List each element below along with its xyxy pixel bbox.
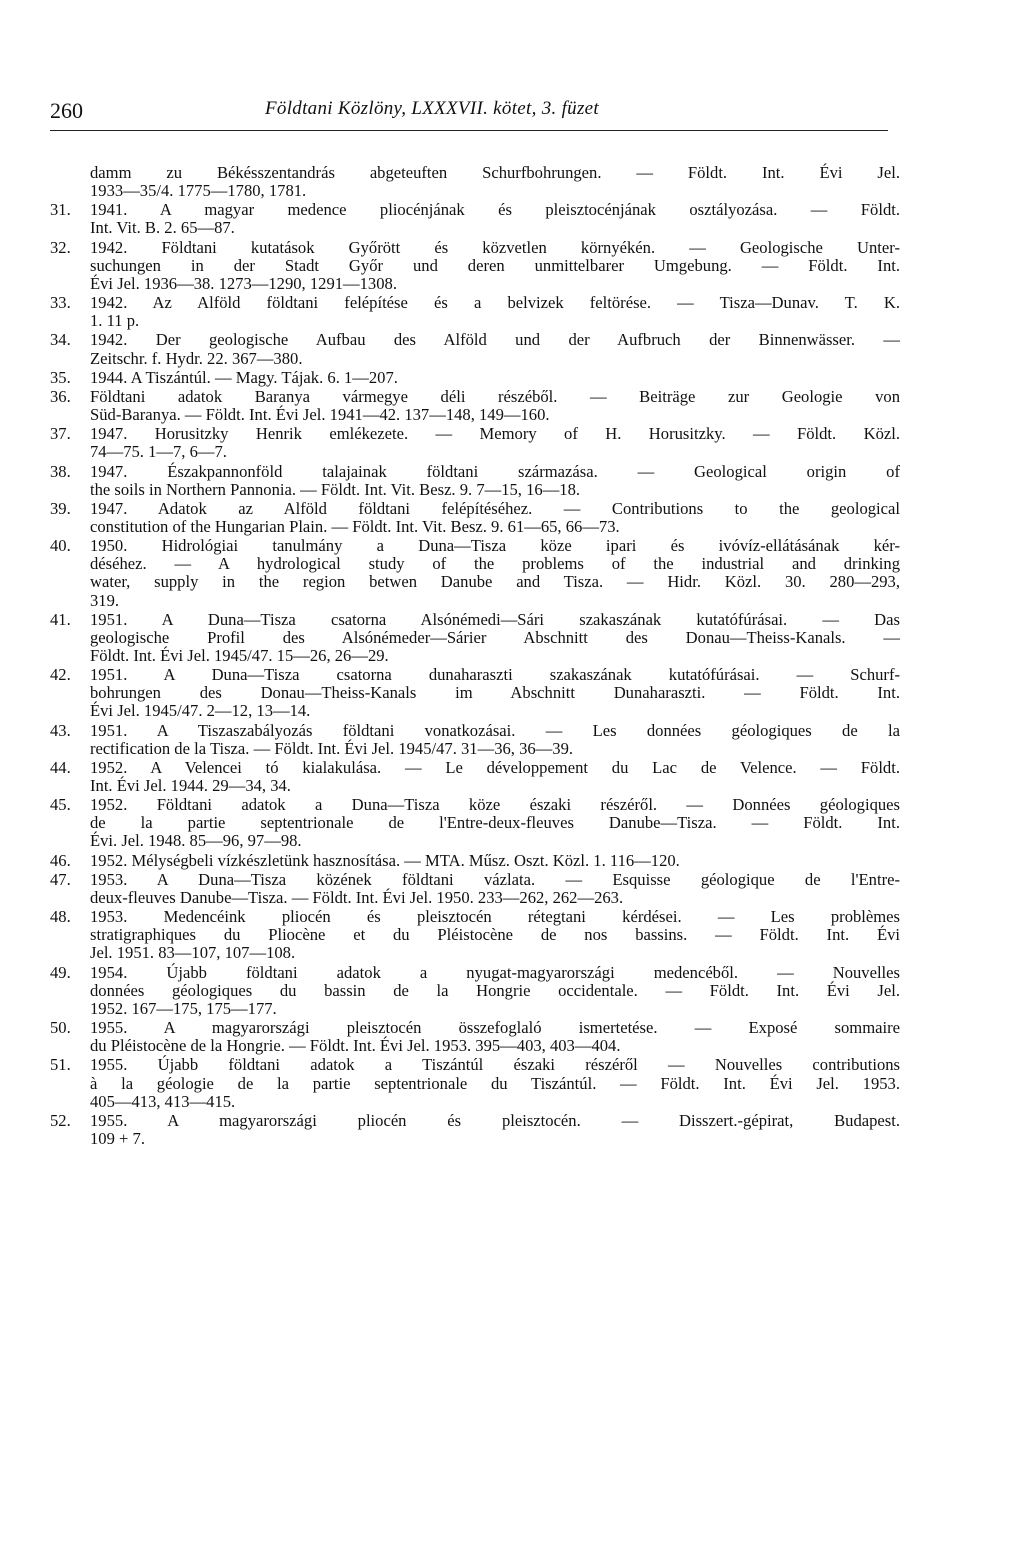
reference-number: 37. [50,424,71,444]
reference-line: Évi Jel. 1936—38. 1273—1290, 1291—1308. [90,273,397,293]
reference-text [90,164,900,200]
reference-line: 319. [90,590,120,610]
reference-number: 49. [50,962,71,982]
reference-line: damm zu Békésszentandrás abgeteuften Schurfbohrungen. — Földt. Int. Évi Jel. [90,163,900,182]
reference-entry [50,666,900,720]
reference-line: 1942. Földtani kutatások Győrött és közvetlen környékén. — Geologische Unter- [90,237,900,257]
reference-line: 1947. Északpannonföld talajainak földtani származása. — Geological origin of [90,461,900,481]
reference-number: 39. [50,498,71,518]
reference-number: 51. [50,1055,71,1075]
reference-text [90,331,900,367]
reference-entry [50,759,900,795]
reference-text [90,908,900,962]
reference-entry [50,796,900,850]
page-number: 260 [50,98,83,123]
reference-number: 38. [50,461,71,481]
reference-text [90,852,900,870]
reference-line: 1952. A Velencei tó kialakulása. — Le développement du Lac de Velence. — Földt. [90,757,900,777]
reference-text [90,369,900,387]
reference-number: 48. [50,907,71,927]
reference-line: Zeitschr. f. Hydr. 22. 367—380. [90,348,303,368]
reference-number: 32. [50,237,71,257]
reference-entry [50,369,900,387]
reference-line: rectification de la Tisza. — Földt. Int. Évi Jel. 1945/47. 31—36, 36—39. [90,738,574,758]
running-header [50,96,888,131]
reference-line: 1951. A Duna—Tisza csatorna dunaharaszti szakaszának kutatófúrásai. — Schurf- [90,665,900,685]
reference-line: constitution of the Hungarian Plain. — Földt. Int. Vit. Besz. 9. 61—65, 66—73. [90,517,620,537]
reference-line: the soils in Northern Pannonia. — Földt. Int. Vit. Besz. 9. 7—15, 16—18. [90,479,581,499]
reference-entry [50,294,900,330]
reference-text [90,500,900,536]
reference-entry [50,239,900,293]
reference-line: à la géologie de la partie septentrionale du Tiszántúl. — Földt. Int. Évi Jel. 1953. [90,1073,900,1093]
reference-line: déséhez. — A hydrological study of the problems of the industrial and drinking [90,554,900,574]
reference-line: suchungen in der Stadt Győr und deren unmittelbarer Umgebung. — Földt. Int. [90,255,900,275]
reference-number: 43. [50,720,71,740]
reference-line: 1951. A Duna—Tisza csatorna Alsónémedi—Sári szakaszának kutatófúrásai. — Das [90,609,900,629]
reference-text [90,425,900,461]
reference-line: 1952. Mélységbeli vízkészletünk hasznosítása. — MTA. Műsz. Oszt. Közl. 1. 116—120. [90,850,680,870]
reference-line: geologische Profil des Alsónémeder—Sárier Abschnitt des Donau—Theiss-Kanals. — [90,627,900,647]
reference-line: 1955. Újabb földtani adatok a Tiszántúl északi részéről — Nouvelles contributions [90,1055,900,1075]
reference-number: 52. [50,1110,71,1130]
reference-text [90,759,900,795]
reference-entry [50,500,900,536]
reference-line: 1950. Hidrológiai tanulmány a Duna—Tisza köze ipari és ivóvíz-ellátásának kér- [90,536,900,556]
reference-line: deux-fleuves Danube—Tisza. — Földt. Int. Évi Jel. 1950. 233—262, 262—263. [90,888,624,908]
reference-number: 35. [50,367,71,387]
reference-line: Évi Jel. 1945/47. 2—12, 13—14. [90,701,311,721]
reference-entry [50,1056,900,1110]
reference-line: du Pléistocène de la Hongrie. — Földt. Int. Évi Jel. 1953. 395—403, 403—404. [90,1036,621,1056]
reference-number: 50. [50,1018,71,1038]
reference-line: données géologiques du bassin de la Hongrie occidentale. — Földt. Int. Évi Jel. [90,980,900,1000]
reference-entry [50,425,900,461]
reference-text [90,666,900,720]
reference-line: 1947. Horusitzky Henrik emlékezete. — Memory of H. Horusitzky. — Földt. Közl. [90,424,900,444]
reference-line: 1953. Medencéink pliocén és pleisztocén rétegtani kérdései. — Les problèmes [90,907,900,927]
reference-entry [50,908,900,962]
reference-text [90,964,900,1018]
reference-line: de la partie septentrionale de l'Entre-deux-fleuves Danube—Tisza. — Földt. Int. [90,813,900,833]
reference-line: 1933—35/4. 1775—1780, 1781. [90,181,307,201]
reference-line: 1955. A magyarországi pliocén és pleisztocén. — Disszert.-gépirat, Budapest. [90,1110,900,1130]
reference-entry [50,388,900,424]
reference-line: 1947. Adatok az Alföld földtani felépítéséhez. — Contributions to the geological [90,498,900,518]
reference-entry [50,722,900,758]
reference-text [90,1056,900,1110]
reference-number: 31. [50,200,71,220]
reference-text [90,294,900,330]
reference-number: 36. [50,386,71,406]
reference-line: stratigraphiques du Pliocène et du Pléistocène de nos bassins. — Földt. Int. Évi [90,925,900,945]
reference-line: Földt. Int. Évi Jel. 1945/47. 15—26, 26—29. [90,645,389,665]
reference-line: 1954. Újabb földtani adatok a nyugat-magyarországi medencéből. — Nouvelles [90,962,900,982]
reference-line: 1952. 167—175, 175—177. [90,998,277,1018]
reference-text [90,1019,900,1055]
reference-entry [50,463,900,499]
reference-line: 1942. Az Alföld földtani felépítése és a belvizek feltörése. — Tisza—Dunav. T. K. [90,293,900,313]
reference-entry [50,201,900,237]
reference-line: Int. Vit. B. 2. 65—87. [90,218,235,238]
reference-number: 42. [50,665,71,685]
reference-number: 46. [50,850,71,870]
reference-entry [50,852,900,870]
reference-line: 1953. A Duna—Tisza közének földtani vázlata. — Esquisse géologique de l'Entre- [90,869,900,889]
reference-list [50,164,900,1149]
running-title: Földtani Közlöny, LXXXVII. kötet, 3. füzet [265,98,599,119]
reference-entry [50,611,900,665]
reference-line: 1952. Földtani adatok a Duna—Tisza köze északi részéről. — Données géologiques [90,795,900,815]
reference-line: 1942. Der geologische Aufbau des Alföld und der Aufbruch der Binnenwässer. — [90,330,900,350]
reference-line: 74—75. 1—7, 6—7. [90,442,227,462]
reference-line: Évi. Jel. 1948. 85—96, 97—98. [90,831,302,851]
reference-text [90,239,900,293]
reference-number: 41. [50,609,71,629]
reference-number: 45. [50,795,71,815]
reference-entry [50,1112,900,1148]
reference-line: 1. 11 p. [90,311,140,331]
reference-text [90,1112,900,1148]
reference-line: 405—413, 413—415. [90,1091,236,1111]
reference-text [90,722,900,758]
reference-number: 47. [50,869,71,889]
reference-text [90,201,900,237]
reference-text [90,871,900,907]
reference-line: 1944. A Tiszántúl. — Magy. Tájak. 6. 1—207. [90,367,398,387]
reference-line: water, supply in the region betwen Danube and Tisza. — Hidr. Közl. 30. 280—293, [90,572,900,592]
reference-entry [50,1019,900,1055]
reference-entry [50,164,900,200]
reference-number: 40. [50,536,71,556]
reference-text [90,388,900,424]
reference-entry [50,871,900,907]
reference-text [90,463,900,499]
reference-entry [50,331,900,367]
reference-entry [50,537,900,609]
reference-line: Süd-Baranya. — Földt. Int. Évi Jel. 1941—42. 137—148, 149—160. [90,405,550,425]
reference-line: 1955. A magyarországi pleisztocén összefoglaló ismertetése. — Exposé sommaire [90,1018,900,1038]
reference-line: 109 + 7. [90,1128,145,1148]
reference-text [90,796,900,850]
reference-line: Jel. 1951. 83—107, 107—108. [90,943,296,963]
reference-entry [50,964,900,1018]
reference-line: bohrungen des Donau—Theiss-Kanals im Abschnitt Dunaharaszti. — Földt. Int. [90,683,900,703]
reference-text [90,611,900,665]
reference-line: Földtani adatok Baranya vármegye déli részéből. — Beiträge zur Geologie von [90,386,900,406]
reference-text [90,537,900,609]
reference-number: 44. [50,757,71,777]
reference-number: 33. [50,293,71,313]
reference-line: Int. Évi Jel. 1944. 29—34, 34. [90,776,291,796]
reference-line: 1951. A Tiszaszabályozás földtani vonatkozásai. — Les données géologiques de la [90,720,900,740]
reference-number: 34. [50,330,71,350]
reference-line: 1941. A magyar medence pliocénjának és pleisztocénjának osztályozása. — Földt. [90,200,900,220]
